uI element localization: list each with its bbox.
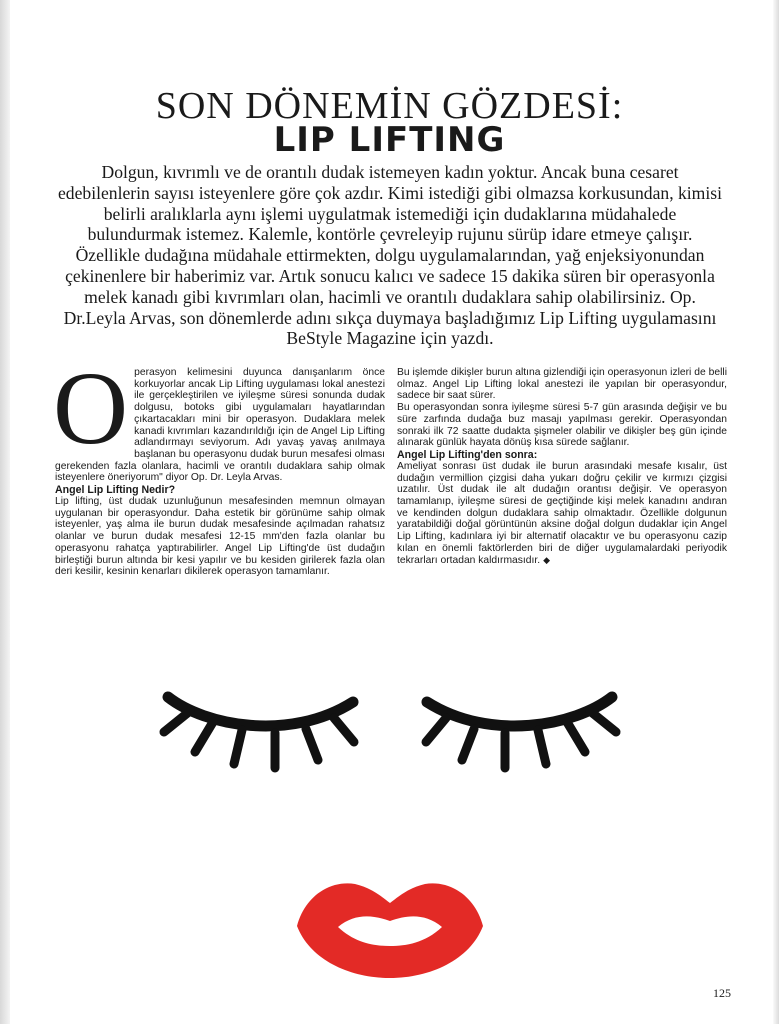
body-paragraph-definition: Lip lifting, üst dudak uzunluğunun mesafesinden memnun olmayan uygulanan bir operasyondur. Daha estetik bir görünüme sahip olmak isteyenler, yaş alma ile burun dudak mesafesinde açılmadan rahatsız olanlar ve burun dudak mesafesi 12-15 mm'den fazla olanlar bu operasyonu rahatça yaptırabilirler. Angel Lip Lifting'de üst dudağın birleştiği burun altında bir kesi yapılır ve bu kesiden girilerek fazla olan deri kesilir, kesinin kenarları dikilerek operasyon tamamlanır.	[55, 496, 385, 578]
article-title-line2: LIP LIFTING	[273, 120, 506, 160]
article-title-line1: SON DÖNEMİN GÖZDESİ:	[155, 85, 624, 127]
closed-eye-left-icon	[164, 697, 354, 768]
drop-cap: O	[53, 351, 129, 466]
article-lead: Dolgun, kıvrımlı ve de orantılı dudak istemeyen kadın yoktur. Ancak buna cesaret edebilenlerin sayısı isteyenlere göre çok azdır. Kimi istediği gibi olmazsa korkusundan, kimisi belirli aralıklarla aynı işlemi uygulatmak istemediği için dudaklarına müdahalede bulundurmak istemez. Kalemle, kontörle çevreleyip rujunu sürüp idare etmeye çalışır. Özellikle dudağına müdahale ettirmekten, dolgu uygulamalarından, yağ enjeksiyonundan çekinenlere bir haberimiz var. Artık sonucu kalıcı ve sadece 15 dakika süren bir operasyonla melek kanadı gibi kıvrımları olan, hacimli ve orantılı dudaklara sahip olabilirsiniz. Op. Dr.Leyla Arvas, son dönemlerde adını sıkça duymaya başladığımız Lip Lifting uygulamasını BeStyle Magazine için yazdı.	[57, 162, 722, 349]
section-heading-what-is: Angel Lip Lifting Nedir?	[55, 484, 176, 497]
red-lips-icon	[297, 883, 483, 978]
end-of-article-mark: ◆	[543, 554, 550, 565]
body-paragraph-scars: Bu işlemde dikişler burun altına gizlendiği için operasyonun izleri de belli olmaz. Angel Lip Lifting lokal anestezi ile yapılan bir operasyondur, sadece bir saat sürer.	[397, 367, 727, 402]
section-heading-after: Angel Lip Lifting'den sonra:	[397, 448, 538, 461]
page-number: 125	[713, 986, 731, 1000]
closed-eye-right-icon	[426, 697, 616, 768]
results-text: Ameliyat sonrası üst dudak ile burun arasındaki mesafe kısalır, üst dudağın vermillion çizgisi daha yukarı doğru çekilir ve kırmızı çizgisi uzatılır. Üst dudak ile alt dudağın orantısı değişir. Ve operasyon tamamlanıp, iyileşme süresi de geçtiğinde kişi melek kanadını andıran ve kendinden dolgun dudaklara sahip olmaktadır. Özellikle dolgunun yaratabildiği doğal görüntünün aksine doğal dolgun dudaklar için Angel Lip Lifting, kadınlara iyi bir alternatif olacaktır ve bu operasyonu cazip kılan en önemli faktörlerden biri de diğer uygulamalardaki periyodik tekrarları ortadan kaldırmasıdır.	[397, 460, 727, 566]
body-paragraph-recovery: Bu operasyondan sonra iyileşme süresi 5-7 gün arasında değişir ve bu süre zarfında dudağa buz masajı yapılması gerekir. Operasyondan sonraki ilk 72 saatte dudakta şişmeler olabilir ve dikişler beş gün içinde alınarak günlük hayata dönüş kısa sürede sağlanır.	[397, 402, 727, 449]
body-paragraph-intro: perasyon kelimesini duyunca danışanlarım önce korkuyorlar ancak Lip Lifting uygulaması lokal anestezi ile gerçekleştirilen ve iyileşme süresi sonunda dudak dolgusu, botoks gibi uygulamaları hayatlarından çıkartacakları mini bir operasyon. Dudaklara melek kanadi kıvrımları kazandırıldığı için de Angel Lip Lifting adlandırmayı seviyorum. Adı yavaş yavaş anılmaya başlanan bu operasyonu dudak burun mesafesi olması gerekenden fazla olanlara, hacimli ve orantılı dudaklara sahip olmak isteyenlere öneriyorum" diyor Op. Dr. Leyla Arvas.	[55, 367, 385, 484]
